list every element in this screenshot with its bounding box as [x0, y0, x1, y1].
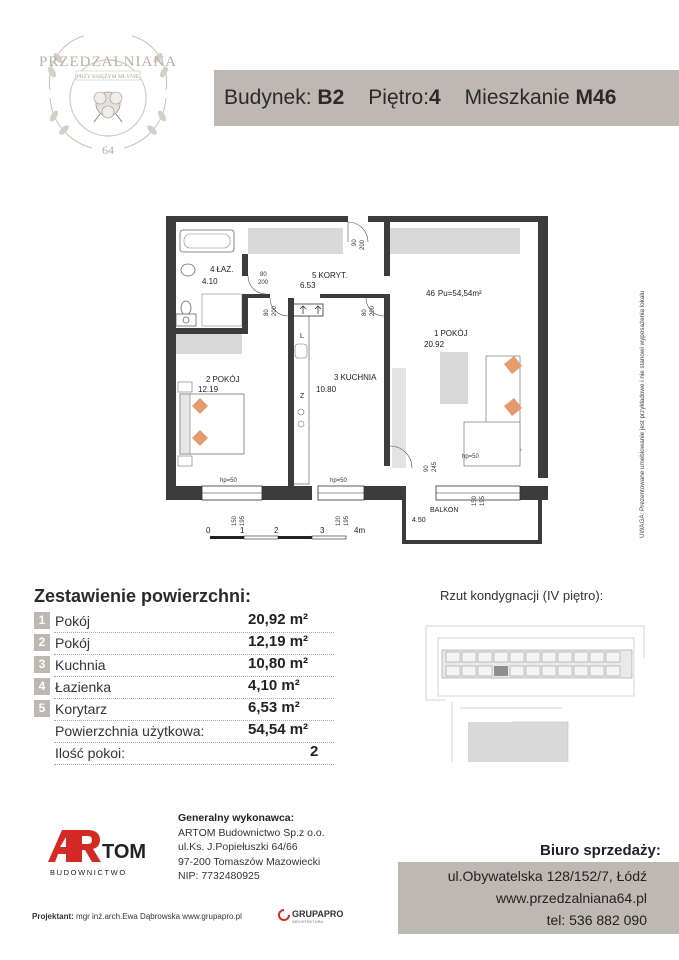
- storey-plan-title: Rzut kondygnacji (IV piętro):: [440, 588, 604, 603]
- svg-text:5KORYT.: 5 KORYT.: [312, 271, 348, 280]
- highlighted-apartment: [494, 666, 508, 676]
- svg-text:2POKÓJ: 2 POKÓJ: [206, 375, 240, 384]
- svg-text:20.92: 20.92: [424, 340, 445, 349]
- general-contractor-info: Generalny wykonawca: ARTOM Budownictwo Sp.z o.o. ul.Ks. J.Popiełuszki 64/66 97-200 Tomaszów Mazowiecki NIP: 7732480925: [178, 812, 325, 882]
- building-info: Budynek: B2: [224, 86, 345, 109]
- svg-text:Z: Z: [300, 393, 305, 400]
- svg-text:1POKÓJ: 1 POKÓJ: [434, 329, 468, 338]
- svg-text:120: 120: [336, 515, 342, 526]
- przedzalniana-logo: [28, 28, 188, 168]
- summary-row: 3 Kuchnia 10,80 m²: [34, 655, 334, 675]
- apartment-info: Mieszkanie M46: [464, 86, 617, 109]
- designer-credit: Projektant: mgr inż.arch.Ewa Dąbrowska www.grupapro.pl: [32, 912, 242, 921]
- svg-text:90: 90: [424, 465, 430, 472]
- logo-name: PRZEDZALNIANA: [39, 54, 177, 70]
- svg-text:3KUCHNIA: 3 KUCHNIA: [334, 373, 377, 382]
- svg-text:195: 195: [480, 495, 486, 506]
- floor-value: 4: [428, 86, 441, 109]
- grupapro-icon: [278, 909, 290, 921]
- svg-text:200: 200: [360, 239, 366, 250]
- summary-row: 1 Pokój 20,92 m²: [34, 611, 334, 631]
- svg-text:3: 3: [320, 526, 325, 535]
- storey-plan-minimap: [412, 612, 652, 772]
- svg-text:UWAGA: Prezentowane umeblowani: UWAGA: Prezentowane umeblowanie jest przykładowe i nie stanowi wyposażenia lokalu: [639, 290, 646, 538]
- svg-text:hp=50: hp=50: [330, 478, 347, 484]
- coffee-table-icon: [440, 352, 468, 404]
- building-value: B2: [317, 86, 345, 109]
- sink-icon: [181, 264, 195, 276]
- svg-text:195: 195: [344, 515, 350, 526]
- svg-text:BUDOWNICTWO: BUDOWNICTWO: [50, 868, 127, 877]
- sales-phone[interactable]: tel: 536 882 090: [546, 912, 647, 928]
- svg-text:10.80: 10.80: [316, 385, 337, 394]
- summary-row: 2 Pokój 12,19 m²: [34, 633, 334, 653]
- svg-text:80: 80: [362, 309, 368, 316]
- svg-text:TOM: TOM: [102, 841, 147, 863]
- floor-info: Piętro:4: [368, 86, 441, 109]
- sales-office-title: Biuro sprzedaży:: [540, 842, 661, 859]
- svg-text:0: 0: [206, 526, 211, 535]
- rooms-count-row: Ilość pokoi: 2: [34, 743, 334, 763]
- svg-text:1: 1: [240, 526, 245, 535]
- svg-text:12.19: 12.19: [198, 385, 219, 394]
- svg-text:90: 90: [352, 239, 358, 246]
- svg-text:200: 200: [272, 305, 278, 316]
- usable-area-row: Powierzchnia użytkowa: 54,54 m²: [34, 721, 334, 741]
- svg-text:150: 150: [232, 515, 238, 526]
- summary-row: 4 Łazienka 4,10 m²: [34, 677, 334, 697]
- apartment-value: M46: [575, 86, 617, 109]
- svg-text:6.53: 6.53: [300, 281, 316, 290]
- sales-website-link[interactable]: www.przedzalniana64.pl: [496, 890, 647, 906]
- grupapro-logo: GRUPAPRO ARCHITEKTURA: [278, 907, 338, 927]
- apartment-floor-plan: [140, 206, 580, 546]
- bathtub-icon: [180, 230, 234, 252]
- svg-text:4m: 4m: [354, 526, 366, 535]
- artom-logo: [44, 822, 154, 882]
- sales-office-box: [398, 862, 679, 934]
- furniture-disclaimer: [628, 232, 658, 542]
- svg-text:80: 80: [260, 272, 267, 278]
- svg-text:4.50: 4.50: [412, 517, 426, 524]
- svg-text:BALKON: BALKON: [430, 507, 459, 514]
- svg-text:hp=50: hp=50: [462, 454, 479, 460]
- sales-address: ul.Obywatelska 128/152/7, Łódź: [447, 868, 647, 884]
- svg-text:2: 2: [274, 526, 279, 535]
- svg-text:L: L: [300, 333, 304, 340]
- toilet-icon: [181, 301, 191, 315]
- svg-text:46Pu=54,54m²: 46 Pu=54,54m²: [426, 289, 482, 298]
- svg-text:150: 150: [472, 495, 478, 506]
- cotton-flower-icon: [94, 92, 122, 122]
- apartment-header: [214, 70, 679, 126]
- svg-text:200: 200: [370, 305, 376, 316]
- svg-text:195: 195: [240, 515, 246, 526]
- svg-text:80: 80: [264, 309, 270, 316]
- logo-tagline: PRZY KSIĘŻYM MŁYNIE: [76, 74, 140, 80]
- svg-text:245: 245: [432, 461, 438, 472]
- svg-text:200: 200: [258, 280, 269, 286]
- svg-text:4ŁAZ.: 4 ŁAZ.: [210, 265, 234, 274]
- summary-title: Zestawienie powierzchni:: [34, 586, 252, 606]
- scale-bar: [206, 526, 365, 539]
- summary-row: 5 Korytarz 6,53 m²: [34, 699, 334, 719]
- logo-number: 64: [102, 143, 114, 157]
- svg-text:hp=50: hp=50: [220, 478, 237, 484]
- svg-text:4.10: 4.10: [202, 277, 218, 286]
